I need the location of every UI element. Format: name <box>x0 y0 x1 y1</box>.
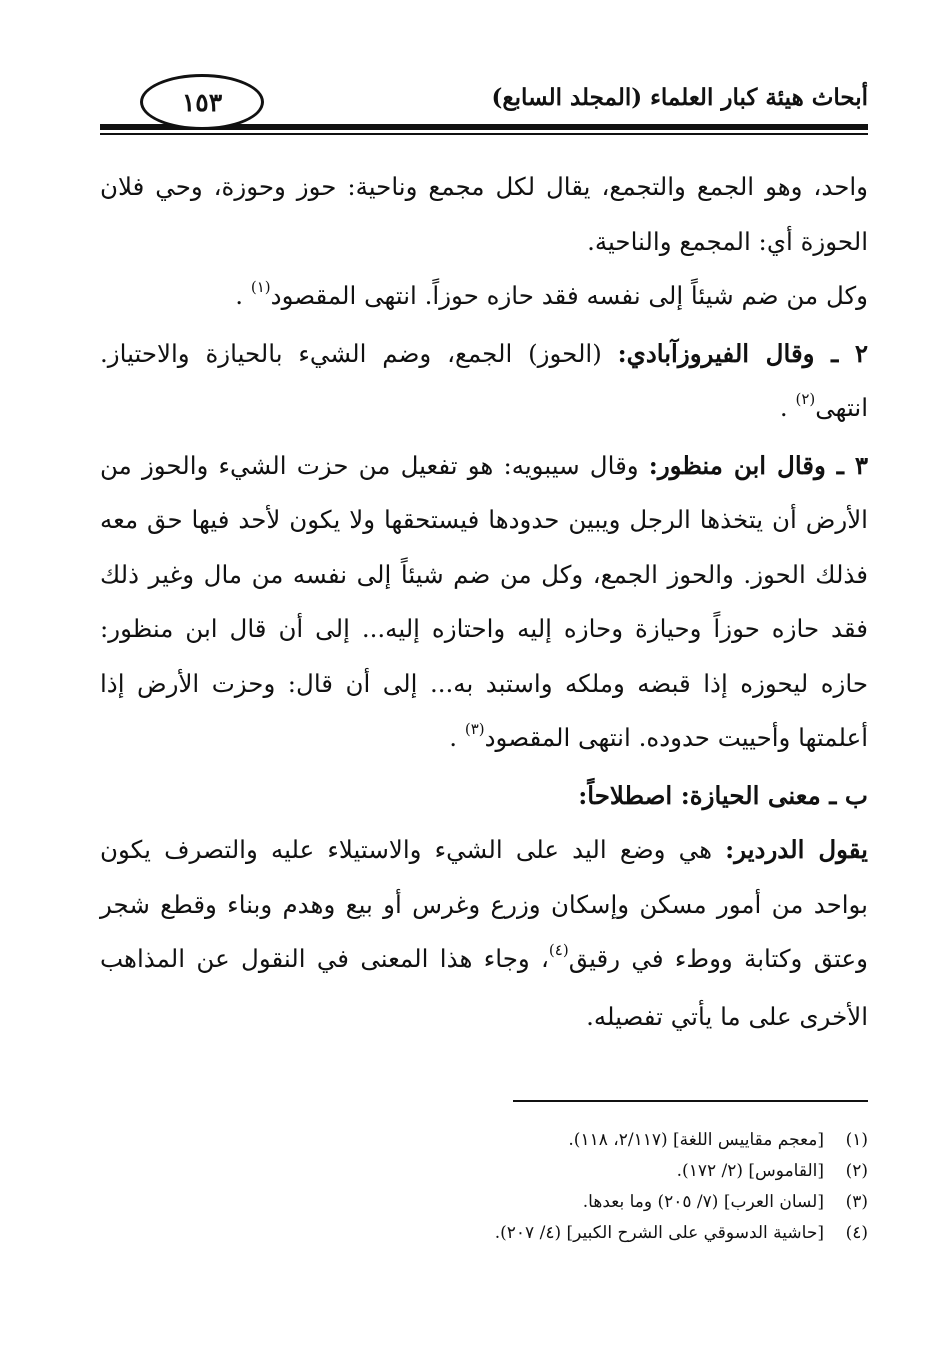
footnote-ref-4: (٤) <box>548 941 569 959</box>
paragraph-5-lead: يقول الدردير: <box>725 835 868 864</box>
page-number: ١٥٣ <box>181 87 223 117</box>
footnotes <box>100 1125 868 1249</box>
period: . <box>449 723 458 752</box>
paragraph-3-lead: ٢ ـ وقال الفيروزآبادي: <box>617 338 868 368</box>
main-text <box>100 160 868 1044</box>
footnote-item <box>100 1218 868 1249</box>
footnote-item <box>100 1125 868 1156</box>
paragraph-2-text: وكل من ضم شيئاً إلى نفسه فقد حازه حوزاً. انتهى المقصود <box>270 281 868 310</box>
paragraph-1: واحد، وهو الجمع والتجمع، يقال لكل مجمع وناحية: حوز وحوزة، وحي فلان الحوزة أي: المجمع والناحية. <box>100 172 868 256</box>
footnote-text: [لسان العرب] (٧/ ٢٠٥) وما بعدها. <box>582 1192 824 1212</box>
page-header <box>100 62 868 132</box>
footnote-number: (٣) <box>845 1192 868 1212</box>
paragraph-5 <box>100 823 868 1044</box>
footnote-number: (٤) <box>845 1223 868 1243</box>
footnote-separator <box>513 1100 868 1102</box>
footnote-text: [معجم مقاييس اللغة] (٢/١١٧، ١١٨). <box>568 1130 824 1150</box>
footnote-item <box>100 1156 868 1187</box>
footnote-number: (٢) <box>845 1161 868 1181</box>
paragraph-4-lead: ٣ ـ وقال ابن منظور: <box>648 450 868 480</box>
paragraph-5-text: هي وضع اليد على الشيء والاستيلاء عليه والتصرف يكون بواحد من أمور مسكن وإسكان وزرع وغرس أو بيع وهدم وبناء وقطع شجر وعتق وكتابة ووطء في رقيق <box>100 835 868 973</box>
paragraph-4 <box>100 439 868 769</box>
period: . <box>779 393 788 422</box>
footnote-ref-2: (٢) <box>795 390 816 408</box>
footnote-ref-1: (١) <box>250 278 271 296</box>
paragraph-3 <box>100 327 868 439</box>
page-number-oval <box>140 74 264 130</box>
period: . <box>235 281 244 310</box>
section-heading: ب ـ معنى الحيازة: اصطلاحاً: <box>578 780 868 810</box>
paragraph-5-end: ، وجاء هذا المعنى في النقول عن المذاهب الأخرى على ما يأتي تفصيله. <box>100 944 868 1031</box>
footnote-text: [القاموس] (٢/ ١٧٢). <box>676 1161 824 1181</box>
footnote-item <box>100 1187 868 1218</box>
header-rule-thin <box>100 133 868 135</box>
footnote-text: [حاشية الدسوقي على الشرح الكبير] (٤/ ٢٠٧). <box>494 1223 824 1243</box>
paragraph-3-text: (الحوز) الجمع، وضم الشيء بالحيازة والاحتياز. انتهى <box>100 338 868 422</box>
paragraph-2 <box>100 269 868 327</box>
paragraph-4-text: وقال سيبويه: هو تفعيل من حزت الشيء والحوز من الأرض أن يتخذها الرجل ويبين حدودها فيستحقها ولا يكون لأحد فيها حق معه فذلك الحوز. والحوز الجمع، وكل من ضم شيئاً إلى نفسه من مال وغير ذلك فقد حازه حوزاً وحيازة وحازه إليه واحتازه إليه... إلى أن قال ابن منظور: حازه ليحوزه إذا قبضه وملكه واستبد به... إلى أن قال: وحزت الأرض إذا أعلمتها وأحييت حدوده. انتهى المقصود <box>100 450 868 752</box>
footnote-number: (١) <box>845 1130 868 1150</box>
footnote-ref-3: (٣) <box>464 720 485 738</box>
running-title: أبحاث هيئة كبار العلماء (المجلد السابع) <box>491 84 868 111</box>
